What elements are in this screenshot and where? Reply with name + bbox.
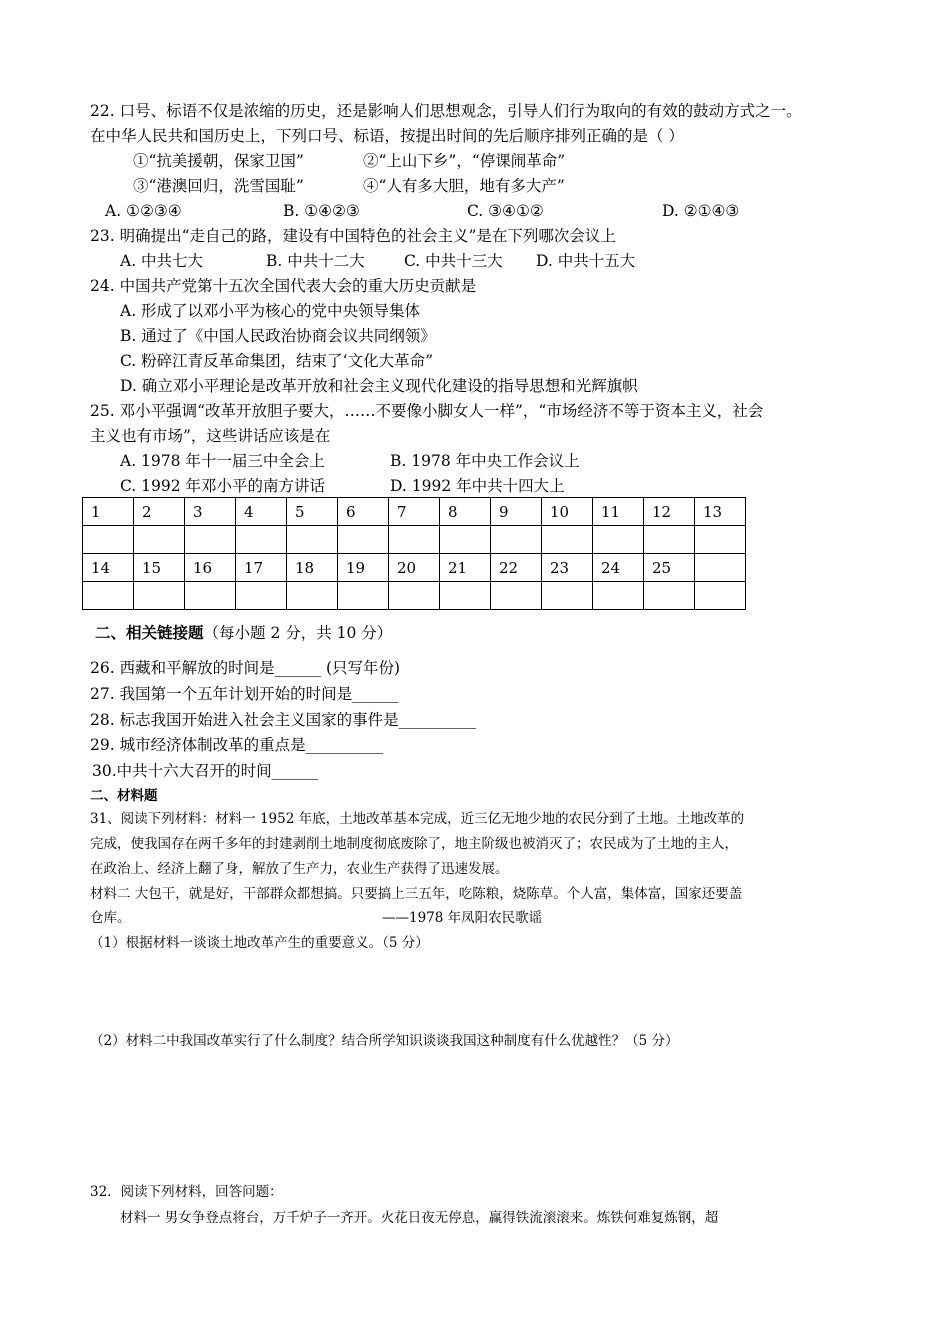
answer-cell-blank	[389, 582, 440, 610]
q31-material2-source: ——1978 年凤阳农民歌谣	[382, 910, 543, 926]
answer-cell-label: 23	[542, 554, 593, 582]
q24-stem: 24. 中国共产党第十五次全国代表大会的重大历史贡献是	[90, 277, 477, 295]
answer-cell-blank	[338, 526, 389, 554]
q27-text: 27. 我国第一个五年计划开始的时间是______	[90, 685, 399, 703]
q25-stem-line1: 25. 邓小平强调“改革开放胆子要大，……不要像小脚女人一样”，“市场经济不等于资本主义，社会	[90, 402, 764, 420]
q31-subquestion-1: （1）根据材料一谈谈土地改革产生的重要意义。（5 分）	[90, 935, 429, 951]
answer-cell-label: 5	[287, 498, 338, 526]
answer-cell-blank	[440, 582, 491, 610]
answer-cell-label: 17	[236, 554, 287, 582]
q31-line-3: 在政治上、经济上翻了身，解放了生产力，农业生产获得了迅速发展。	[90, 861, 509, 877]
q22-item-3: ③“港澳回归，洗雪国耻”	[133, 177, 304, 195]
q23-option-d: D. 中共十五大	[536, 252, 636, 270]
q23-option-b: B. 中共十二大	[266, 252, 365, 270]
answer-cell-label: 24	[593, 554, 644, 582]
answer-cell-label: 1	[83, 498, 134, 526]
answer-cell-blank	[644, 582, 695, 610]
answer-cell-blank	[695, 526, 746, 554]
section2-heading-line	[95, 623, 392, 643]
q31-material2-line-1: 材料二 大包干，就是好，干部群众都想搞。只要搞上三五年，吃陈粮，烧陈草。个人富，集体富，国家还要盖	[90, 886, 743, 902]
answer-cell-label: 22	[491, 554, 542, 582]
answer-cell-blank	[593, 526, 644, 554]
q25-option-c: C. 1992 年邓小平的南方讲话	[120, 477, 326, 495]
answer-cell-blank	[695, 582, 746, 610]
answer-cell-blank	[389, 526, 440, 554]
answer-cell-blank	[236, 582, 287, 610]
answer-cell-label: 21	[440, 554, 491, 582]
answer-cell-blank	[491, 526, 542, 554]
q23-option-a: A. 中共七大	[120, 252, 204, 270]
q26-text: 26. 西藏和平解放的时间是______ (只写年份)	[90, 659, 401, 677]
q22-stem-line2: 在中华人民共和国历史上，下列口号、标语，按提出时间的先后顺序排列正确的是（ ）	[90, 127, 684, 145]
answer-cell-blank	[185, 526, 236, 554]
answer-cell-label: 15	[134, 554, 185, 582]
q25-option-d: D. 1992 年中共十四大上	[390, 477, 565, 495]
answer-cell-label: 8	[440, 498, 491, 526]
answer-cell-blank	[83, 526, 134, 554]
answer-cell-label: 25	[644, 554, 695, 582]
q22-item-4: ④“人有多大胆，地有多大产”	[363, 177, 565, 195]
q22-option-b: B. ①④②③	[283, 202, 360, 220]
q25-option-a: A. 1978 年十一届三中全会上	[120, 452, 325, 470]
q28-text: 28. 标志我国开始进入社会主义国家的事件是__________	[90, 711, 477, 729]
answer-cell-label: 3	[185, 498, 236, 526]
answer-cell-blank	[644, 526, 695, 554]
q31-line-1: 31、阅读下列材料：材料一 1952 年底，土地改革基本完成，近三亿无地少地的农民分到了土地。土地改革的	[90, 811, 745, 827]
answer-table-blank-row-1	[83, 526, 746, 554]
answer-cell-blank	[185, 582, 236, 610]
answer-cell-label	[695, 554, 746, 582]
section2-heading-note: （每小题 2 分，共 10 分）	[203, 624, 393, 642]
q25-option-b: B. 1978 年中央工作会议上	[390, 452, 580, 470]
q22-item-1: ①“抗美援朝，保家卫国”	[133, 152, 304, 170]
answer-cell-label: 12	[644, 498, 695, 526]
q24-option-a: A. 形成了以邓小平为核心的党中央领导集体	[120, 302, 421, 320]
answer-cell-label: 20	[389, 554, 440, 582]
answer-table-header-row-1	[83, 498, 746, 526]
answer-cell-blank	[338, 582, 389, 610]
q22-option-c: C. ③④①②	[467, 202, 544, 220]
answer-cell-label: 2	[134, 498, 185, 526]
answer-cell-blank	[83, 582, 134, 610]
answer-table-header-row-2	[83, 554, 746, 582]
answer-cell-blank	[134, 582, 185, 610]
q22-item-2: ②“上山下乡”，“停课闹革命”	[363, 152, 566, 170]
q22-stem-line1: 22. 口号、标语不仅是浓缩的历史，还是影响人们思想观念，引导人们行为取向的有效的鼓动方式之一。	[90, 102, 802, 120]
q32-stem: 32．阅读下列材料，回答问题：	[90, 1184, 283, 1200]
answer-cell-blank	[236, 526, 287, 554]
answer-cell-label: 14	[83, 554, 134, 582]
q24-option-b: B. 通过了《中国人民政治协商会议共同纲领》	[120, 327, 436, 345]
answer-cell-blank	[287, 582, 338, 610]
answer-cell-label: 19	[338, 554, 389, 582]
q29-text: 29. 城市经济体制改革的重点是__________	[90, 736, 384, 754]
q22-option-a: A. ①②③④	[105, 202, 182, 220]
answer-cell-label: 18	[287, 554, 338, 582]
answer-cell-label: 16	[185, 554, 236, 582]
q23-stem: 23. 明确提出“走自己的路，建设有中国特色的社会主义”是在下列哪次会议上	[90, 227, 616, 245]
answer-cell-blank	[440, 526, 491, 554]
answer-cell-label: 10	[542, 498, 593, 526]
q22-option-d: D. ②①④③	[662, 202, 740, 220]
q31-subquestion-2: （2）材料二中我国改革实行了什么制度？结合所学知识谈谈我国这种制度有什么优越性？（5 分）	[90, 1033, 679, 1049]
answer-cell-blank	[491, 582, 542, 610]
q24-option-d: D. 确立邓小平理论是改革开放和社会主义现代化建设的指导思想和光辉旗帜	[120, 377, 638, 395]
q31-material2-line-2: 仓库。	[90, 910, 131, 926]
q25-stem-line2: 主义也有市场”，这些讲话应该是在	[90, 427, 331, 445]
answer-cell-blank	[287, 526, 338, 554]
answer-cell-label: 13	[695, 498, 746, 526]
answer-cell-label: 4	[236, 498, 287, 526]
answer-cell-label: 11	[593, 498, 644, 526]
section3-heading: 二、材料题	[90, 788, 158, 804]
q23-option-c: C. 中共十三大	[404, 252, 503, 270]
q24-option-c: C. 粉碎江青反革命集团，结束了‘文化大革命”	[120, 352, 434, 370]
answer-cell-blank	[593, 582, 644, 610]
answer-cell-label: 6	[338, 498, 389, 526]
answer-cell-label: 9	[491, 498, 542, 526]
answer-cell-label: 7	[389, 498, 440, 526]
answer-table	[82, 497, 746, 610]
answer-cell-blank	[542, 526, 593, 554]
answer-table-blank-row-2	[83, 582, 746, 610]
q30-text: 30.中共十六大召开的时间______	[92, 762, 319, 780]
q32-material1: 材料一 男女争登点将台，万千炉子一齐开。火花日夜无停息，赢得铁流滚滚来。炼铁何难复炼钢，超	[120, 1210, 719, 1226]
q31-line-2: 完成，使我国存在两千多年的封建剥削土地制度彻底废除了，地主阶级也被消灭了；农民成为了土地的主人，	[90, 836, 738, 852]
answer-cell-blank	[134, 526, 185, 554]
answer-cell-blank	[542, 582, 593, 610]
section2-heading: 二、相关链接题	[95, 623, 204, 642]
